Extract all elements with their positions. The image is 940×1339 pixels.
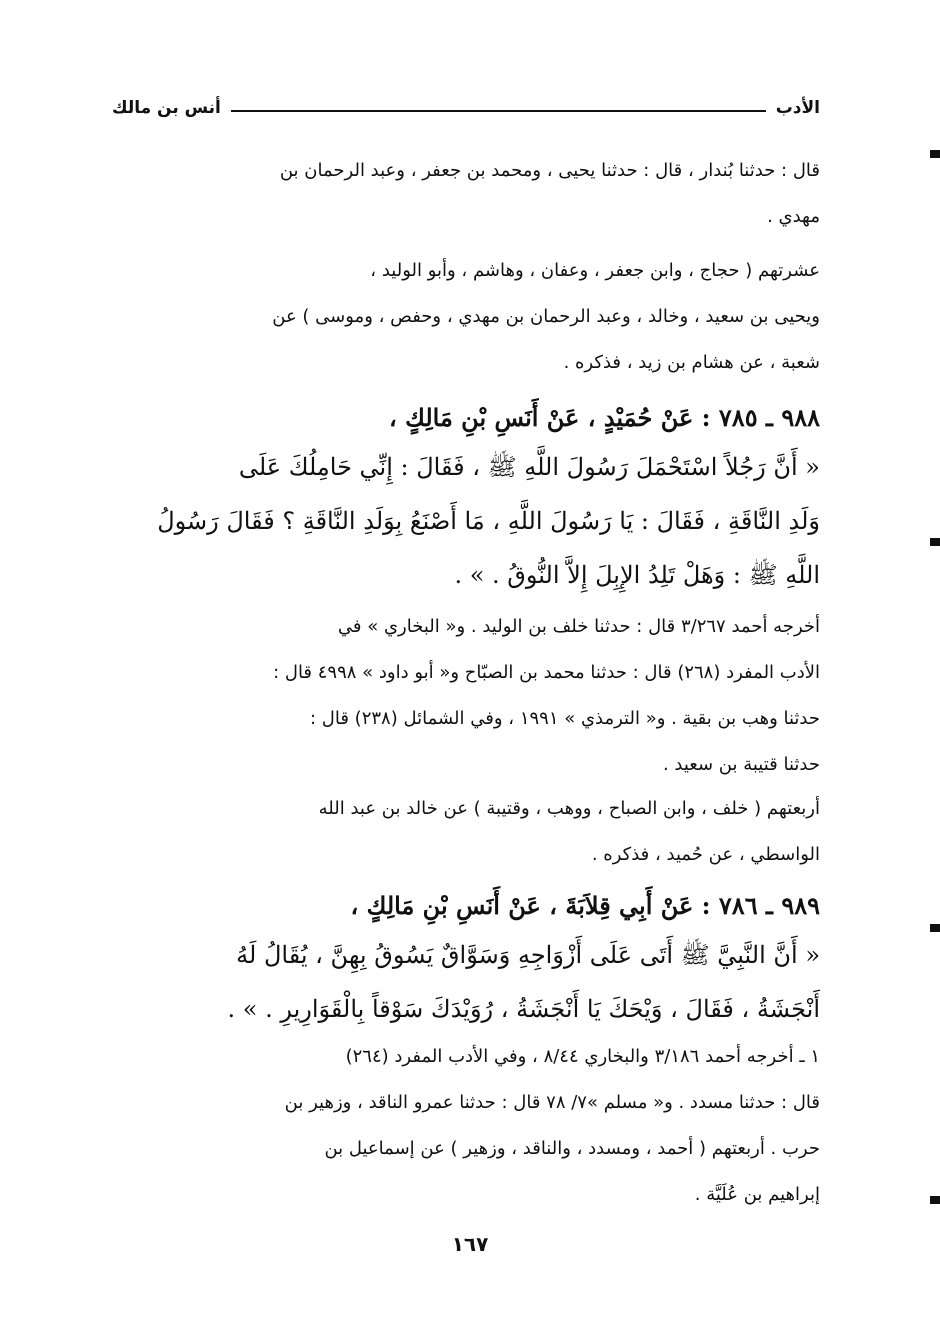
margin-mark: [930, 538, 940, 546]
text-line: أخرجه أحمد ٣/٢٦٧ قال : حدثنا خلف بن الوليد . و« البخاري » في: [337, 616, 820, 637]
hadith-line: وَلَدِ النَّاقَةِ ، فَقَالَ : يَا رَسُولَ اللَّهِ ، مَا أَصْنَعُ بِوَلَدِ النَّاقَةِ ؟ فَقَالَ رَسُولُ: [157, 507, 820, 535]
margin-mark: [930, 150, 940, 158]
text-line: الأدب المفرد (٢٦٨) قال : حدثنا محمد بن الصبّاح و« أبو داود » ٤٩٩٨ قال :: [273, 662, 820, 683]
text-line: عشرتهم ( حجاج ، وابن جعفر ، وعفان ، وهاشم ، وأبو الوليد ،: [370, 260, 820, 281]
running-header: [112, 92, 820, 124]
takhrij-988-paragraph: [108, 604, 820, 788]
text-line: قال : حدثنا بُندار ، قال : حدثنا يحيى ، ومحمد بن جعفر ، وعبد الرحمان بن: [279, 160, 820, 181]
text-line: ويحيى بن سعيد ، وخالد ، وعبد الرحمان بن مهدي ، وحفص ، وموسى ) عن: [272, 306, 820, 327]
text-line: شعبة ، عن هشام بن زيد ، فذكره .: [563, 352, 820, 373]
hadith-989-heading: [108, 880, 820, 932]
hadith-line: اللَّهِ ﷺ : وَهَلْ تَلِدُ الإِبِلَ إِلاَّ النُّوقُ . » .: [454, 561, 820, 589]
summary-988-paragraph: [108, 786, 820, 878]
hadith-line: أَنْجَشَةُ ، فَقَالَ ، وَيْحَكَ يَا أَنْجَشَةُ ، رُوَيْدَكَ سَوْقاً بِالْقَوَارِيرِ . » .: [227, 995, 820, 1023]
text-line: الواسطي ، عن حُميد ، فذكره .: [591, 844, 820, 865]
isnad-paragraph: [108, 148, 820, 240]
hadith-line: « أَنَّ رَجُلاً اسْتَحْمَلَ رَسُولَ اللَّهِ ﷺ ، فَقَالَ : إِنِّي حَامِلُكَ عَلَى: [238, 453, 820, 481]
hadith-number-line: ٩٨٩ ـ ٧٨٦ : عَنْ أَبِي قِلاَبَةَ ، عَنْ أَنَسِ بْنِ مَالِكٍ ،: [350, 891, 820, 920]
narrator-title: أنس بن مالك: [112, 98, 221, 118]
hadith-line: « أَنَّ النَّبِيَّ ﷺ أَتَى عَلَى أَزْوَاجِهِ وَسَوَّاقٌ يَسُوقُ بِهِنَّ ، يُقَالُ لَهُ: [236, 941, 820, 969]
margin-mark: [930, 924, 940, 932]
margin-mark: [930, 1196, 940, 1204]
text-line: مهدي .: [767, 206, 820, 227]
header-rule: [231, 110, 766, 112]
hadith-988-heading: [108, 392, 820, 444]
hadith-988-text: [108, 440, 820, 602]
text-line: إبراهيم بن عُلَيَّة .: [694, 1184, 820, 1205]
text-line: حدثنا قتيبة بن سعيد .: [662, 754, 820, 775]
text-line: أربعتهم ( خلف ، وابن الصباح ، ووهب ، وقتيبة ) عن خالد بن عبد الله: [318, 798, 820, 819]
hadith-number-line: ٩٨٨ ـ ٧٨٥ : عَنْ حُمَيْدٍ ، عَنْ أَنَسِ بْنِ مَالِكٍ ،: [389, 403, 820, 432]
chapter-title: الأدب: [775, 98, 820, 118]
text-line: حدثنا وهب بن بقية . و« الترمذي » ١٩٩١ ، وفي الشمائل (٢٣٨) قال :: [310, 708, 820, 729]
text-line: حرب . أربعتهم ( أحمد ، ومسدد ، والناقد ، وزهير ) عن إسماعيل بن: [324, 1138, 820, 1159]
text-line: ١ ـ أخرجه أحمد ٣/١٨٦ والبخاري ٨/٤٤ ، وفي الأدب المفرد (٢٦٤): [345, 1046, 820, 1067]
chain-summary-paragraph: [108, 248, 820, 386]
takhrij-989-paragraph: [108, 1034, 820, 1218]
hadith-989-text: [108, 928, 820, 1036]
page-number: ١٦٧: [451, 1232, 489, 1256]
text-line: قال : حدثنا مسدد . و« مسلم »٧/ ٧٨ قال : حدثنا عمرو الناقد ، وزهير بن: [284, 1092, 820, 1113]
